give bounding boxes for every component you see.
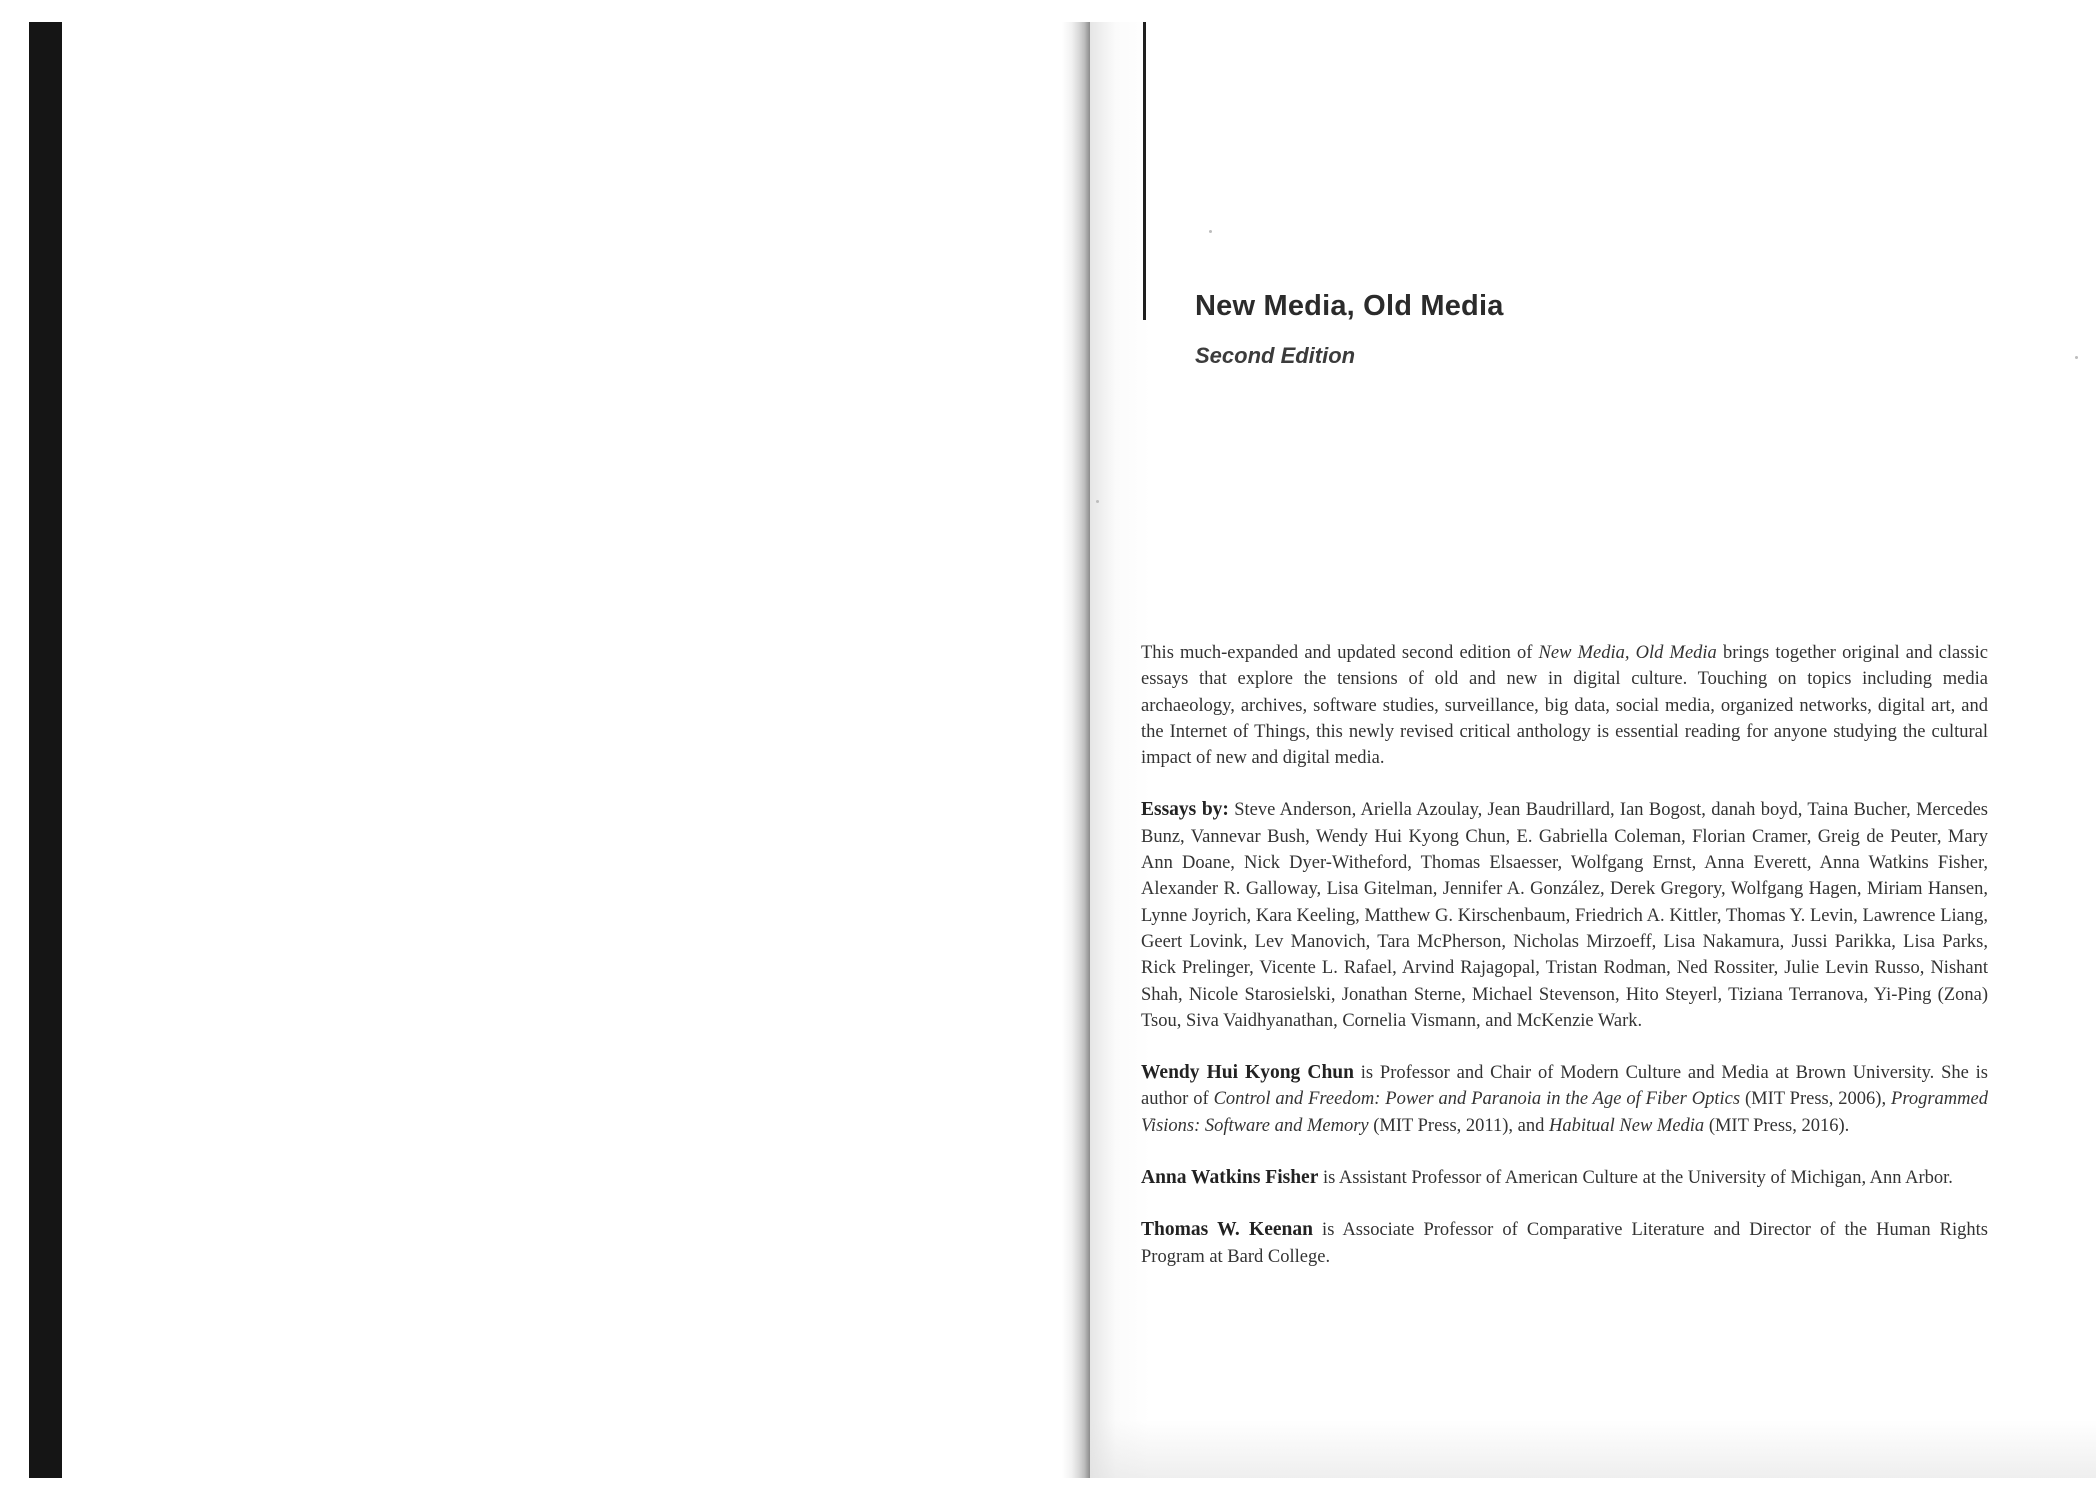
description-text-before: This much-expanded and updated second edition of (1141, 643, 1539, 663)
description-paragraph (1141, 640, 1988, 771)
edition-subtitle: Second Edition (1195, 343, 1356, 368)
editor-name: Thomas W. Keenan (1141, 1219, 1313, 1241)
title-vertical-rule (1143, 22, 1146, 320)
back-cover-text (1141, 640, 1988, 1296)
editor-bio-text: is Associate Professor of Comparative Literature and Director of the Human Rights Program at Bard College. (1141, 1220, 1988, 1267)
essays-authors: Steve Anderson, Ariella Azoulay, Jean Baudrillard, Ian Bogost, danah boyd, Taina Bucher, Mercedes Bunz, Vannevar Bush, Wendy Hui Kyong Chun, E. Gabriella Coleman, Florian Cramer, Greig de Peuter, Mary Ann Doane, Nick Dyer-Witheford, Thomas Elsaesser, Wolfgang Ernst, Anna Everett, Anna Watkins Fisher, Alexander R. Galloway, Lisa Gitelman, Jennifer A. González, Derek Gregory, Wolfgang Hagen, Miriam Hansen, Lynne Joyrich, Kara Keeling, Matthew G. Kirschenbaum, Friedrich A. Kittler, Thomas Y. Levin, Lawrence Liang, Geert Lovink, Lev Manovich, Tara McPherson, Nicholas Mirzoeff, Lisa Nakamura, Jussi Parikka, Lisa Parks, Rick Prelinger, Vicente L. Rafael, Arvind Rajagopal, Tristan Rodman, Ned Rossiter, Julie Levin Russo, Nishant Shah, Nicole Starosielski, Jonathan Sterne, Michael Stevenson, Hito Steyerl, Tiziana Terranova, Yi-Ping (Zona) Tsou, Siva Vaidhyanathan, Cornelia Vismann, and McKenzie Wark. (1141, 800, 1988, 1031)
editor-bio-fisher (1141, 1165, 1988, 1191)
editor-bio-text: is Assistant Professor of American Culture at the University of Michigan, Ann Arbor. (1318, 1168, 1953, 1189)
scan-edge-shadow (29, 22, 62, 1478)
scan-speck (2075, 356, 2078, 359)
editor-work-title: Habitual New Media (1549, 1115, 1705, 1136)
book-gutter (1062, 22, 1090, 1478)
book-title: New Media, Old Media (1195, 290, 1504, 322)
editor-bio-text: is Professor and Chair of Modern Culture and Media at Brown University. She is author of (1141, 1063, 1988, 1110)
essays-label: Essays by: (1141, 799, 1229, 821)
description-book-title: New Media, Old Media (1538, 643, 1717, 663)
editor-bio-keenan (1141, 1217, 1988, 1270)
scan-speck (1209, 230, 1212, 233)
editor-name: Anna Watkins Fisher (1141, 1167, 1319, 1189)
editor-work-title: Control and Freedom: Power and Paranoia in the Age of Fiber Optics (1213, 1089, 1741, 1110)
editor-bio-text: (MIT Press, 2011), and (1368, 1115, 1549, 1136)
page-bottom-shadow (1090, 1420, 2096, 1478)
blank-left-page (62, 22, 1062, 1478)
editor-bio-chun (1141, 1060, 1988, 1139)
scan-speck (1096, 500, 1099, 503)
editor-name: Wendy Hui Kyong Chun (1141, 1062, 1354, 1084)
editor-bio-text: (MIT Press, 2016). (1704, 1115, 1850, 1136)
essays-paragraph (1141, 797, 1988, 1034)
description-text-after: brings together original and classic essays that explore the tensions of old and new in digital culture. Touching on topics including media archaeology, archives, software studies, surveillance, big data, social media, organized networks, digital art, and the Internet of Things, this newly revised critical anthology is essential reading for anyone studying the cultural impact of new and digital media. (1141, 643, 1988, 769)
editor-bio-text: (MIT Press, 2006), (1740, 1089, 1892, 1110)
editor-work-title: Programmed Visions: Software and Memory (1141, 1089, 1988, 1136)
